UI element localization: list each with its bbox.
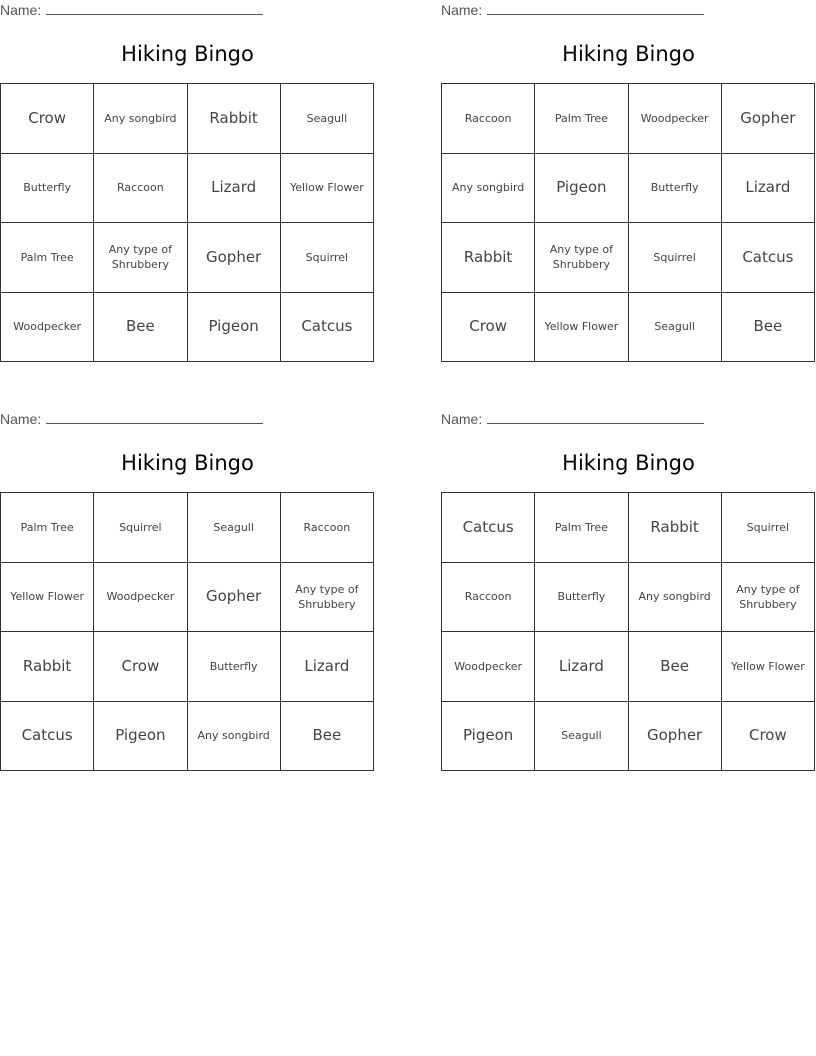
bingo-grid (441, 83, 815, 362)
bingo-cell[interactable]: Seagull (188, 493, 281, 563)
bingo-cell[interactable]: Catcus (1, 702, 94, 772)
bingo-cell[interactable]: Bee (281, 702, 374, 772)
bingo-cell[interactable]: Squirrel (722, 493, 815, 563)
bingo-grid (441, 492, 815, 771)
name-underline[interactable] (487, 3, 704, 15)
bingo-cell[interactable]: Rabbit (442, 223, 535, 293)
bingo-cell[interactable]: Any songbird (188, 702, 281, 772)
bingo-cell[interactable]: Gopher (722, 84, 815, 154)
bingo-cell[interactable]: Woodpecker (94, 563, 187, 633)
bingo-cell[interactable]: Any songbird (442, 154, 535, 224)
bingo-cell[interactable]: Pigeon (94, 702, 187, 772)
bingo-cell[interactable]: Catcus (281, 293, 374, 363)
bingo-cell[interactable]: Pigeon (188, 293, 281, 363)
bingo-cell[interactable]: Woodpecker (629, 84, 722, 154)
bingo-cell[interactable]: Any type of Shrubbery (535, 223, 628, 293)
name-label: Name: (441, 2, 483, 18)
bingo-cell[interactable]: Squirrel (94, 493, 187, 563)
name-underline[interactable] (487, 412, 704, 424)
card-title: Hiking Bingo (562, 451, 695, 475)
bingo-cell[interactable]: Catcus (722, 223, 815, 293)
bingo-cell[interactable]: Any songbird (94, 84, 187, 154)
bingo-cell[interactable]: Butterfly (188, 632, 281, 702)
bingo-cell[interactable]: Rabbit (629, 493, 722, 563)
bingo-cell[interactable]: Lizard (188, 154, 281, 224)
bingo-card-3 (0, 409, 375, 775)
bingo-cell[interactable]: Squirrel (281, 223, 374, 293)
bingo-grid (0, 492, 374, 771)
bingo-cell[interactable]: Lizard (535, 632, 628, 702)
bingo-cell[interactable]: Seagull (629, 293, 722, 363)
bingo-cell[interactable]: Palm Tree (535, 84, 628, 154)
bingo-cell[interactable]: Raccoon (281, 493, 374, 563)
bingo-cell[interactable]: Woodpecker (442, 632, 535, 702)
bingo-cell[interactable]: Gopher (188, 223, 281, 293)
bingo-cell[interactable]: Yellow Flower (535, 293, 628, 363)
bingo-cell[interactable]: Gopher (629, 702, 722, 772)
bingo-cell[interactable]: Catcus (442, 493, 535, 563)
bingo-cell[interactable]: Crow (94, 632, 187, 702)
bingo-cell[interactable]: Raccoon (94, 154, 187, 224)
bingo-cell[interactable]: Yellow Flower (1, 563, 94, 633)
bingo-cell[interactable]: Any type of Shrubbery (94, 223, 187, 293)
bingo-cell[interactable]: Crow (722, 702, 815, 772)
name-field[interactable] (441, 2, 704, 18)
bingo-cell[interactable]: Lizard (281, 632, 374, 702)
bingo-cell[interactable]: Palm Tree (535, 493, 628, 563)
bingo-cell[interactable]: Woodpecker (1, 293, 94, 363)
bingo-cell[interactable]: Squirrel (629, 223, 722, 293)
bingo-cell[interactable]: Bee (629, 632, 722, 702)
bingo-card-2 (441, 0, 816, 366)
bingo-cell[interactable]: Any type of Shrubbery (281, 563, 374, 633)
name-underline[interactable] (46, 3, 263, 15)
bingo-card-1 (0, 0, 375, 366)
bingo-cell[interactable]: Seagull (281, 84, 374, 154)
bingo-cell[interactable]: Raccoon (442, 84, 535, 154)
bingo-cell[interactable]: Bee (94, 293, 187, 363)
bingo-cell[interactable]: Yellow Flower (722, 632, 815, 702)
bingo-cell[interactable]: Seagull (535, 702, 628, 772)
bingo-cell[interactable]: Rabbit (188, 84, 281, 154)
name-field[interactable] (0, 411, 263, 427)
bingo-cell[interactable]: Pigeon (535, 154, 628, 224)
bingo-cell[interactable]: Butterfly (1, 154, 94, 224)
bingo-cell[interactable]: Bee (722, 293, 815, 363)
name-underline[interactable] (46, 412, 263, 424)
bingo-cell[interactable]: Crow (1, 84, 94, 154)
bingo-cell[interactable]: Raccoon (442, 563, 535, 633)
bingo-cell[interactable]: Crow (442, 293, 535, 363)
bingo-cell[interactable]: Butterfly (535, 563, 628, 633)
name-label: Name: (0, 411, 42, 427)
bingo-cell[interactable]: Butterfly (629, 154, 722, 224)
bingo-cell[interactable]: Yellow Flower (281, 154, 374, 224)
name-label: Name: (0, 2, 42, 18)
bingo-cell[interactable]: Palm Tree (1, 493, 94, 563)
bingo-card-4 (441, 409, 816, 775)
bingo-cell[interactable]: Any songbird (629, 563, 722, 633)
bingo-cell[interactable]: Any type of Shrubbery (722, 563, 815, 633)
name-field[interactable] (0, 2, 263, 18)
bingo-grid (0, 83, 374, 362)
bingo-cell[interactable]: Rabbit (1, 632, 94, 702)
bingo-cell[interactable]: Pigeon (442, 702, 535, 772)
bingo-cell[interactable]: Gopher (188, 563, 281, 633)
card-title: Hiking Bingo (121, 451, 254, 475)
card-title: Hiking Bingo (562, 42, 695, 66)
bingo-cell[interactable]: Palm Tree (1, 223, 94, 293)
bingo-cell[interactable]: Lizard (722, 154, 815, 224)
name-label: Name: (441, 411, 483, 427)
card-title: Hiking Bingo (121, 42, 254, 66)
name-field[interactable] (441, 411, 704, 427)
